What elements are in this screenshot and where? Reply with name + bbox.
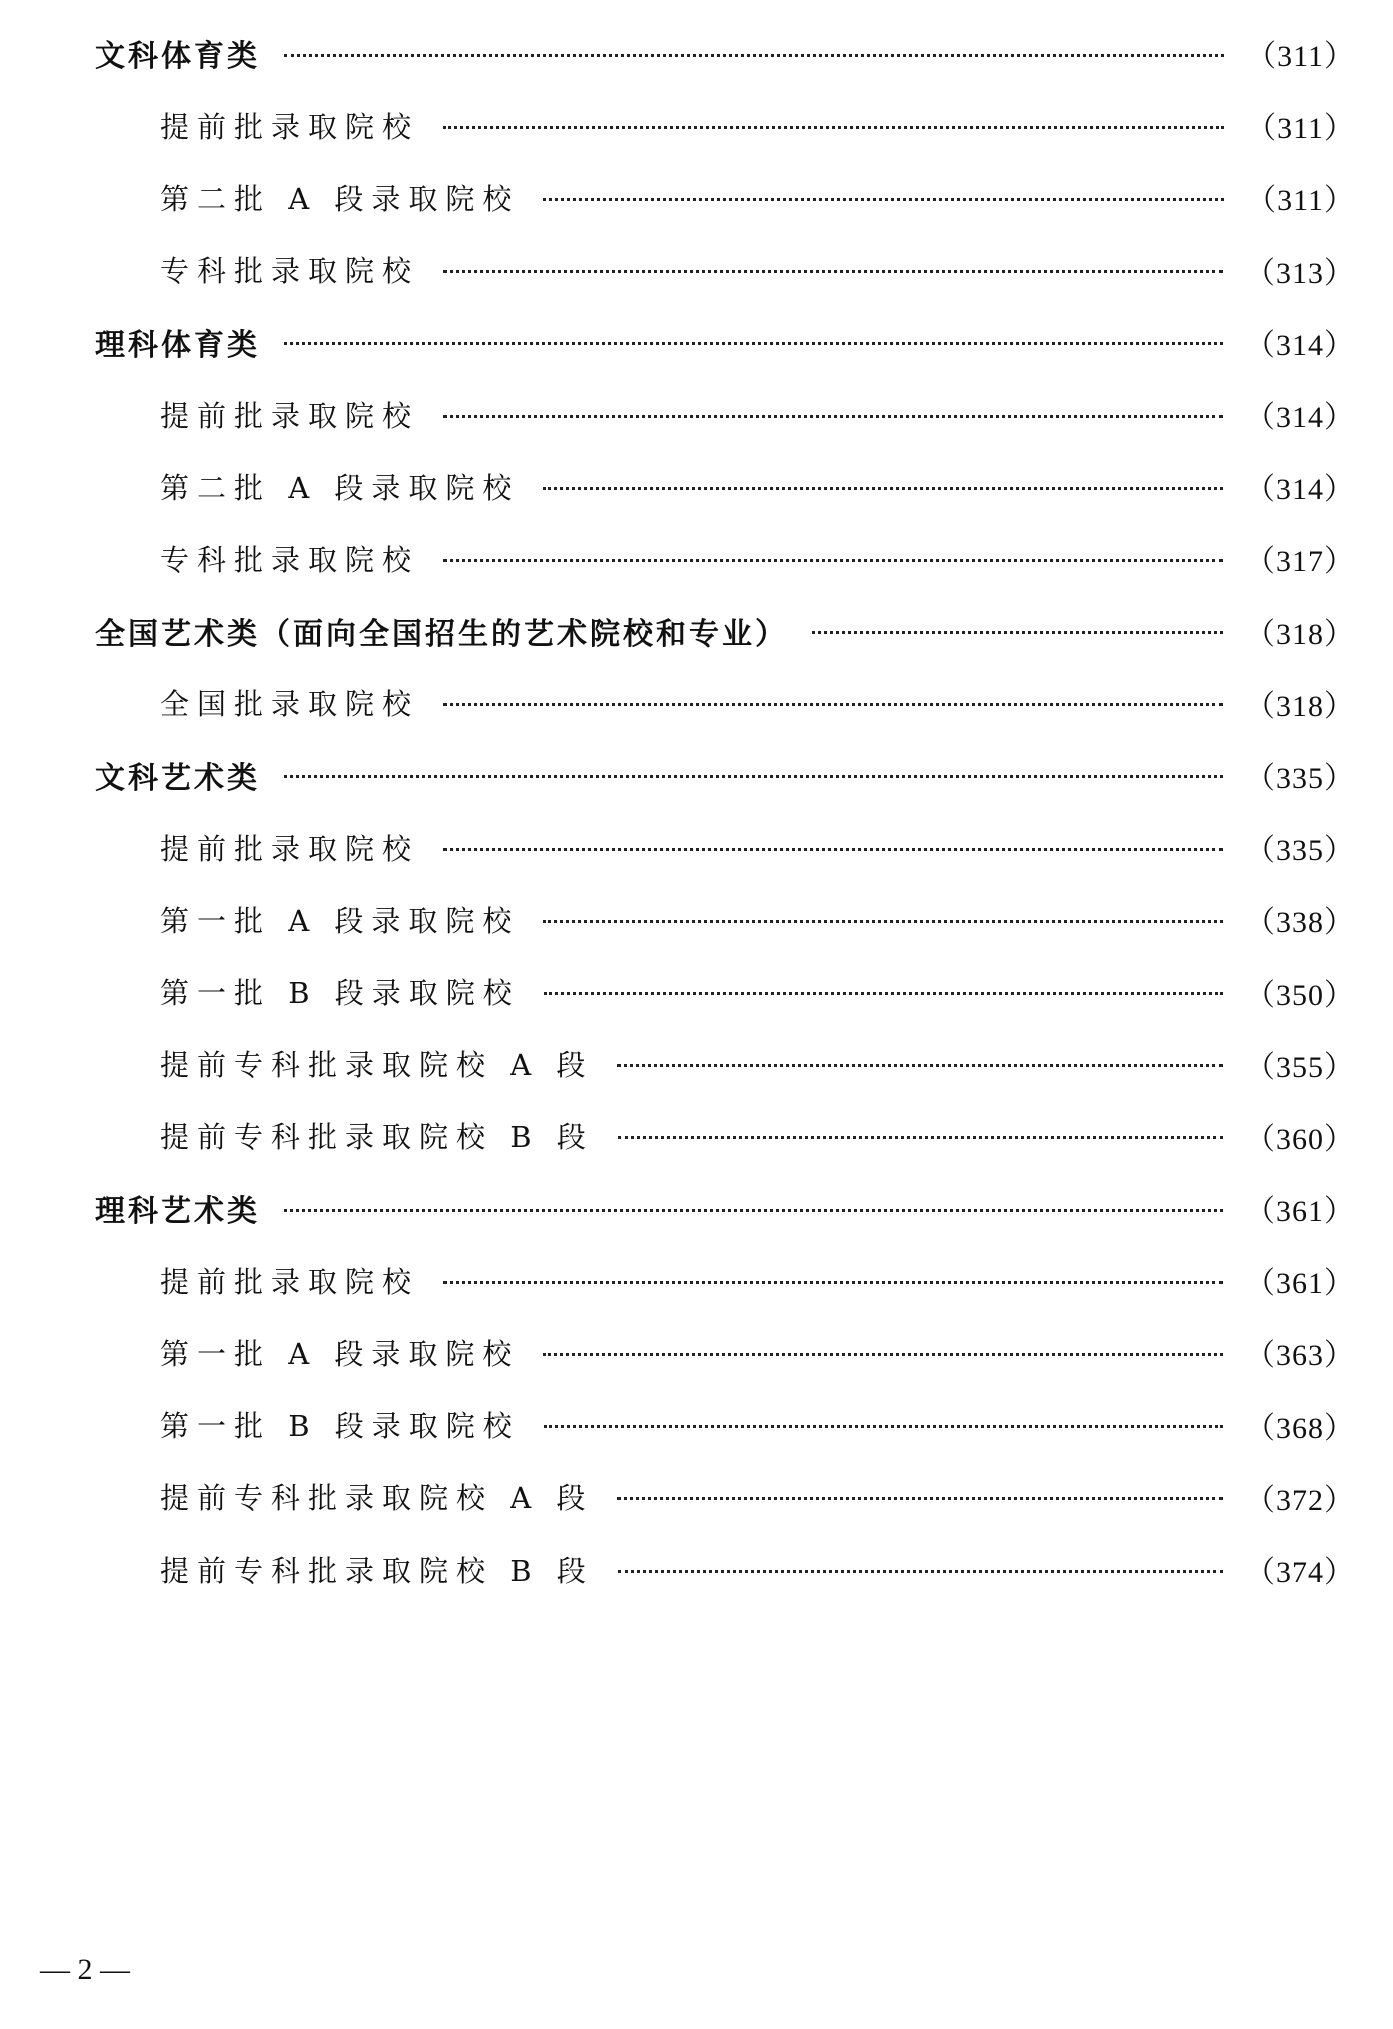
toc-subsection-row: [0, 1100, 1393, 1172]
toc-subsection-row: [0, 1389, 1393, 1461]
dot-leader: [543, 198, 1224, 201]
dot-leader: [812, 631, 1223, 634]
toc-entry-page-number: （335）: [1245, 834, 1355, 868]
toc-subsection-row: [0, 378, 1393, 450]
toc-entry-title: 理科体育类: [95, 327, 260, 363]
toc-entry-page-number: （313）: [1245, 256, 1355, 290]
toc-entry-title: 第二批 A 段录取院校: [160, 181, 520, 216]
toc-subsection-row: [0, 883, 1393, 955]
toc-subsection-row: [0, 450, 1393, 522]
dot-leader: [618, 1570, 1223, 1573]
dot-leader: [618, 1136, 1223, 1139]
toc-entry-page-number: （360）: [1245, 1122, 1355, 1156]
dot-leader: [284, 342, 1223, 345]
toc-entry-title: 提前专科批录取院校 B 段: [160, 1553, 594, 1588]
dot-leader: [443, 270, 1223, 273]
toc-subsection-row: [0, 522, 1393, 594]
toc-subsection-row: [0, 667, 1393, 739]
toc-entry-page-number: （311）: [1246, 112, 1355, 146]
dot-leader: [443, 126, 1224, 129]
toc-entry-title: 全国批录取院校: [160, 687, 420, 722]
dot-leader: [543, 1353, 1223, 1356]
toc-entry-title: 第一批 A 段录取院校: [160, 903, 520, 938]
dot-leader: [617, 1497, 1223, 1500]
toc-entry-page-number: （317）: [1245, 545, 1355, 579]
dot-leader: [543, 487, 1223, 490]
dot-leader: [443, 848, 1223, 851]
toc-entry-title: 文科体育类: [95, 39, 260, 75]
toc-entry-page-number: （350）: [1245, 978, 1355, 1012]
toc-subsection-row: [0, 161, 1393, 233]
toc-subsection-row: [0, 1244, 1393, 1316]
toc-entry-page-number: （368）: [1245, 1411, 1355, 1445]
toc-subsection-row: [0, 1533, 1393, 1605]
dot-leader: [284, 775, 1223, 778]
toc-section-row: [0, 739, 1393, 811]
toc-subsection-row: [0, 234, 1393, 306]
toc-section-row: [0, 1172, 1393, 1244]
dot-leader: [543, 920, 1223, 923]
dot-leader: [443, 415, 1223, 418]
toc-subsection-row: [0, 89, 1393, 161]
toc-entry-title: 文科艺术类: [95, 760, 260, 796]
toc-entry-page-number: （361）: [1245, 1267, 1355, 1301]
toc-entry-title: 提前批录取院校: [160, 1264, 420, 1299]
dot-leader: [284, 1209, 1223, 1212]
toc-subsection-row: [0, 1028, 1393, 1100]
toc-entry-page-number: （311）: [1246, 40, 1355, 74]
toc-entry-title: 第一批 B 段录取院校: [160, 1409, 520, 1444]
dot-leader: [443, 1281, 1223, 1284]
toc-entry-title: 第一批 A 段录取院校: [160, 1336, 520, 1371]
toc-subsection-row: [0, 955, 1393, 1027]
toc-entry-title: 提前批录取院校: [160, 109, 420, 144]
dot-leader: [544, 992, 1223, 995]
dot-leader: [617, 1064, 1223, 1067]
toc-subsection-row: [0, 1461, 1393, 1533]
toc-entry-page-number: （355）: [1245, 1050, 1355, 1084]
toc-entry-title: 第一批 B 段录取院校: [160, 976, 520, 1011]
toc-entry-page-number: （361）: [1245, 1195, 1355, 1229]
toc-entry-page-number: （318）: [1245, 617, 1355, 651]
toc-entry-page-number: （311）: [1246, 184, 1355, 218]
toc-entry-title: 提前批录取院校: [160, 831, 420, 866]
toc-entry-title: 提前批录取院校: [160, 398, 420, 433]
toc-entry-page-number: （314）: [1245, 473, 1355, 507]
toc-entry-page-number: （374）: [1245, 1556, 1355, 1590]
toc-entry-page-number: （314）: [1245, 328, 1355, 362]
toc-entry-title: 全国艺术类（面向全国招生的艺术院校和专业）: [95, 616, 788, 652]
toc-entry-title: 提前专科批录取院校 A 段: [160, 1048, 594, 1083]
toc-entry-title: 专科批录取院校: [160, 254, 420, 289]
toc-entry-title: 第二批 A 段录取院校: [160, 470, 520, 505]
dot-leader: [443, 703, 1223, 706]
dot-leader: [544, 1425, 1223, 1428]
toc-entry-page-number: （363）: [1245, 1339, 1355, 1373]
toc-subsection-row: [0, 811, 1393, 883]
toc-subsection-row: [0, 1316, 1393, 1388]
toc-entry-title: 提前专科批录取院校 A 段: [160, 1481, 594, 1516]
toc-entry-title: 专科批录取院校: [160, 542, 420, 577]
toc-entry-title: 提前专科批录取院校 B 段: [160, 1120, 594, 1155]
toc-entry-page-number: （335）: [1245, 761, 1355, 795]
toc-entry-title: 理科艺术类: [95, 1194, 260, 1230]
toc-entry-page-number: （314）: [1245, 401, 1355, 435]
dot-leader: [443, 559, 1223, 562]
toc-entry-page-number: （338）: [1245, 906, 1355, 940]
table-of-contents: [0, 17, 1393, 1605]
toc-entry-page-number: （372）: [1245, 1483, 1355, 1517]
toc-section-row: [0, 595, 1393, 667]
dot-leader: [284, 54, 1224, 57]
toc-section-row: [0, 17, 1393, 89]
toc-entry-page-number: （318）: [1245, 689, 1355, 723]
toc-section-row: [0, 306, 1393, 378]
page-number-footer: — 2 —: [40, 1953, 130, 1986]
